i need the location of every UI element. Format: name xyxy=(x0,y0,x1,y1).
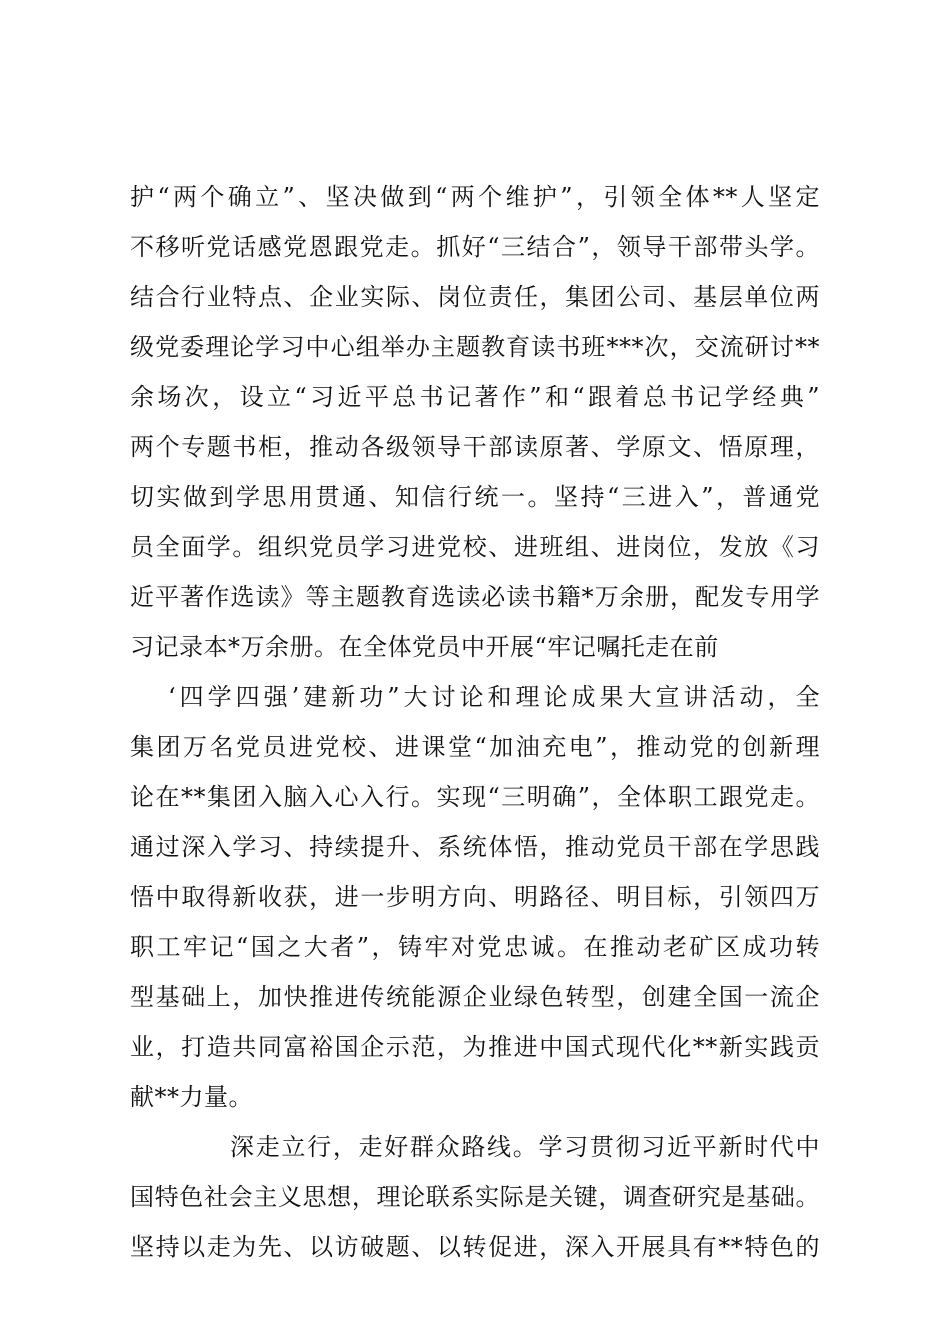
text-line-7: 切实做到学思用贯通、知信行统一。坚持“三进入”，普通党 xyxy=(130,483,820,511)
text-line-2: 不移听党话感党恩跟党走。抓好“三结合”，领导干部带头学。 xyxy=(130,233,820,261)
text-line-6: 两个专题书柜，推动各级领导干部读原著、学原文、悟原理， xyxy=(130,433,820,461)
text-line-16: 职工牢记“国之大者”，铸牢对党忠诚。在推动老矿区成功转 xyxy=(130,933,820,961)
text-line-4: 级党委理论学习中心组举办主题教育读书班***次，交流研讨** xyxy=(130,333,820,361)
text-line-19: 献**力量。 xyxy=(130,1083,253,1111)
text-line-1: 护“两个确立”、坚决做到“两个维护”，引领全体**人坚定 xyxy=(130,183,820,211)
text-line-11: ‘四学四强’建新功”大讨论和理论成果大宣讲活动，全 xyxy=(168,683,820,711)
text-line-3: 结合行业特点、企业实际、岗位责任，集团公司、基层单位两 xyxy=(130,283,820,311)
text-line-14: 通过深入学习、持续提升、系统体悟，推动党员干部在学思践 xyxy=(130,833,820,861)
text-line-5: 余场次，设立“习近平总书记著作”和“跟着总书记学经典” xyxy=(130,383,820,411)
text-line-21: 国特色社会主义思想，理论联系实际是关键，调查研究是基础。 xyxy=(130,1183,820,1211)
text-line-9: 近平著作选读》等主题教育选读必读书籍*万余册，配发专用学 xyxy=(130,583,820,611)
text-line-15: 悟中取得新收获，进一步明方向、明路径、明目标，引领四万 xyxy=(130,883,820,911)
text-line-8: 员全面学。组织党员学习进党校、进班组、进岗位，发放《习 xyxy=(130,533,820,561)
text-line-12: 集团万名党员进党校、进课堂“加油充电”，推动党的创新理 xyxy=(130,733,820,761)
text-line-22: 坚持以走为先、以访破题、以转促进，深入开展具有**特色的 xyxy=(130,1233,820,1261)
text-line-13: 论在**集团入脑入心入行。实现“三明确”，全体职工跟党走。 xyxy=(130,783,820,811)
text-line-17: 型基础上，加快推进传统能源企业绿色转型，创建全国一流企 xyxy=(130,983,820,1011)
text-line-20: 深走立行，走好群众路线。学习贯彻习近平新时代中 xyxy=(230,1133,820,1161)
text-line-18: 业，打造共同富裕国企示范，为推进中国式现代化**新实践贡 xyxy=(130,1033,820,1061)
text-line-10: 习记录本*万余册。在全体党员中开展“牢记嘱托走在前 xyxy=(130,633,719,661)
